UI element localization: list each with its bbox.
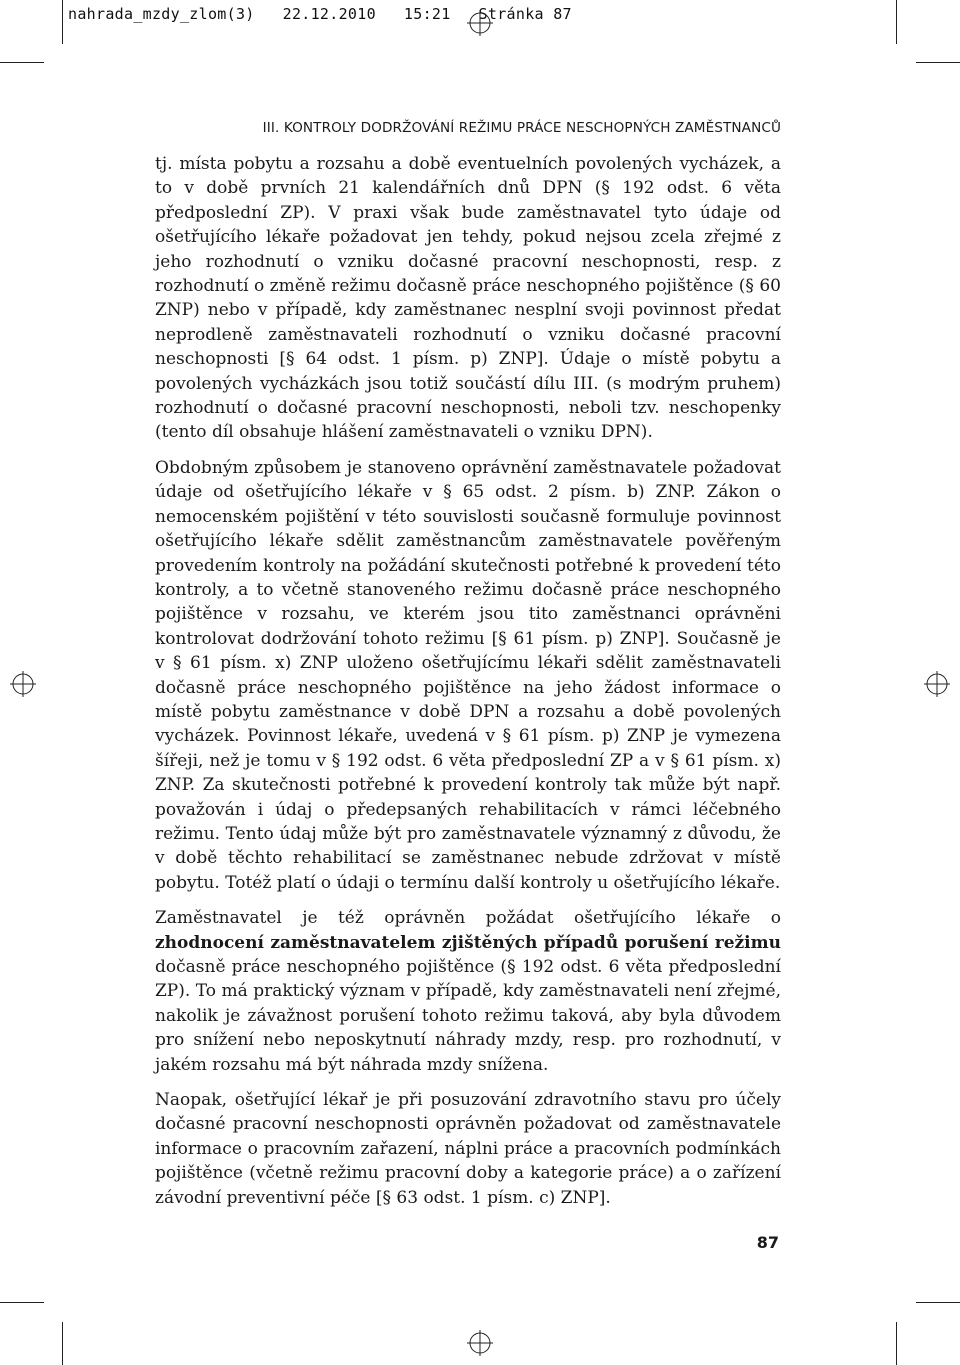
paragraph: Obdobným způsobem je stanoveno oprávnění zaměstnavatele požadovat údaje od ošetřujícího lékaře v § 65 odst. 2 písm. b) ZNP. Zákon o nemocenském pojištění v této souvislosti současně formuluje povinnost ošetřujícího lékaře sdělit zaměstnancům zaměstnavatele pověřeným provedením kontroly na požádání skutečnosti potřebné k provedení této kontroly, a to včetně stanoveného režimu dočasně práce neschopného pojištěnce v rozsahu, ve kterém jsou tito zaměstnanci oprávněni kontrolovat dodržování tohoto režimu [§ 61 písm. p) ZNP]. Současně je v § 61 písm. x) ZNP uloženo ošetřujícímu lékaři sdělit zaměstnavateli dočasně práce neschopného pojištěnce na jeho žádost informace o místě pobytu zaměstnance v době DPN a rozsahu a době povolených vycházek. Povinnost lékaře, uvedená v § 61 písm. p) ZNP je vymezena šířeji, než je tomu v § 192 odst. 6 věta předposlední ZP a v § 61 písm. x) ZNP. Za skutečnosti potřebné k provedení kontroly tak může být např. považován i údaj o předepsaných rehabilitacích v rámci léčebného režimu. Tento údaj může být pro zaměstnavatele významný z důvodu, že v době těchto rehabilitací se zaměstnanec nebude zdržovat v místě pobytu. Totéž platí o údaji o termínu další kontroly u ošetřujícího lékaře. bbox=[155, 457, 781, 893]
body-text bbox=[155, 152, 781, 1221]
print-slug: nahrada_mzdy_zlom(3) 22.12.2010 15:21 Stránka 87 bbox=[68, 5, 572, 23]
registration-mark-left-icon bbox=[10, 671, 36, 697]
registration-mark-top-icon bbox=[467, 10, 493, 36]
paragraph bbox=[155, 906, 781, 1077]
page-number: 87 bbox=[756, 1233, 779, 1252]
paragraph-text: Zaměstnavatel je též oprávněn požádat ošetřujícího lékaře o bbox=[155, 908, 781, 929]
paragraph: Naopak, ošetřující lékař je při posuzování zdravotního stavu pro účely dočasné pracovní neschopnosti oprávněn požadovat od zaměstnavatele informace o pracovním zařazení, náplni práce a pracovních podmínkách pojištěnce (včetně režimu pracovní doby a kategorie práce) a o zařízení závodní preventivní péče [§ 63 odst. 1 písm. c) ZNP]. bbox=[155, 1090, 781, 1208]
paragraph-text: dočasně práce neschopného pojištěnce (§ 192 odst. 6 věta předposlední ZP). To má praktický význam v případě, kdy zaměstnavateli není zřejmé, nakolik je závažnost porušení tohoto režimu taková, aby byla důvodem pro snížení nebo neposkytnutí náhrady mzdy, resp. pro rozhodnutí, v jakém rozsahu má být náhrada mzdy snížena. bbox=[155, 957, 781, 1075]
emphasized-text: zhodnocení zaměstnavatelem zjištěných případů porušení režimu bbox=[155, 932, 781, 953]
paragraph: tj. místa pobytu a rozsahu a době eventuelních povolených vycházek, a to v době prvních 21 kalendářních dnů DPN (§ 192 odst. 6 věta předposlední ZP). V praxi však bude zaměstnavatel tyto údaje od ošetřujícího lékaře požadovat jen tehdy, pokud nejsou zcela zřejmé z jeho rozhodnutí o vzniku dočasné pracovní neschopnosti, resp. z rozhodnutí o změně režimu dočasně práce neschopného pojištěnce (§ 60 ZNP) nebo v případě, kdy zaměstnanec nesplní svoji povinnost předat neprodleně zaměstnavateli rozhodnutí o vzniku dočasné pracovní neschopnosti [§ 64 odst. 1 písm. p) ZNP]. Údaje o místě pobytu a povolených vycházkách jsou totiž součástí dílu III. (s modrým pruhem) rozhodnutí o dočasné pracovní neschopnosti, neboli tzv. neschopenky (tento díl obsahuje hlášení zaměstnavateli o vzniku DPN). bbox=[155, 154, 781, 443]
registration-mark-right-icon bbox=[924, 671, 950, 697]
registration-mark-bottom-icon bbox=[467, 1330, 493, 1356]
running-head: III. KONTROLY DODRŽOVÁNÍ REŽIMU PRÁCE NESCHOPNÝCH ZAMĚSTNANCŮ bbox=[262, 120, 781, 136]
